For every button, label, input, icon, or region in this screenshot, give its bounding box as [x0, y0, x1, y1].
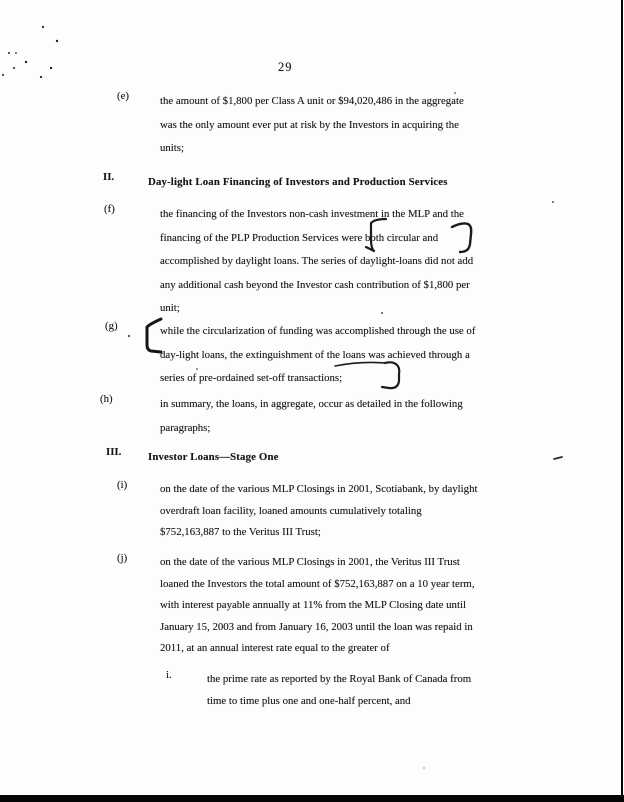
- text-line: series of pre-ordained set-off transactions;: [160, 372, 343, 384]
- text-line: on the date of the various MLP Closings in 2001, the Veritus III Trust: [160, 556, 460, 568]
- text-line: while the circularization of funding was accomplished through the use of: [160, 325, 476, 337]
- text-line: overdraft loan facility, loaned amounts cumulatively totaling: [160, 504, 422, 517]
- item-label: (f): [104, 203, 115, 215]
- item-label: (i): [117, 479, 128, 491]
- text-line: Day-light Loan Financing of Investors and Production Services: [148, 176, 448, 188]
- text-line: accomplished by daylight loans. The series of daylight-loans did not add: [160, 255, 474, 267]
- paragraph-row: [100, 393, 618, 440]
- paragraph-row: [108, 669, 618, 712]
- text-line: Investor Loans—Stage One: [148, 451, 279, 463]
- text-line: unit;: [160, 302, 180, 314]
- page-number: 29: [278, 60, 293, 74]
- section-heading-row: [103, 171, 618, 195]
- text-line: in summary, the loans, in aggregate, occur as detailed in the following: [160, 398, 463, 410]
- item-text: [160, 320, 618, 391]
- item-text: [160, 203, 618, 321]
- item-label: (g): [105, 320, 118, 332]
- text-line: 2011, at an annual interest rate equal to the greater of: [160, 642, 390, 654]
- paragraph-row: [105, 320, 618, 391]
- text-line: loaned the Investors the total amount of $752,163,887 on a 10 year term,: [160, 577, 475, 590]
- text-line: paragraphs;: [160, 421, 211, 434]
- item-label: III.: [106, 446, 122, 458]
- text-line: with interest payable annually at 11% from the MLP Closing date until: [160, 599, 466, 611]
- item-label: (j): [117, 552, 128, 564]
- item-text: [160, 552, 618, 660]
- section-heading-row: [108, 446, 618, 470]
- text-line: day-light loans, the extinguishment of the loans was achieved through a: [160, 348, 470, 361]
- paragraph-row: [104, 203, 618, 321]
- paragraph-row: [108, 90, 618, 161]
- paragraph-row: [108, 479, 618, 544]
- text-line: time to time plus one and one-half percent, and: [207, 694, 411, 707]
- item-text: [148, 171, 618, 195]
- text-line: the amount of $1,800 per Class A unit or $94,020,486 in the aggregate: [160, 95, 464, 107]
- text-line: January 15, 2003 and from January 16, 2003 until the loan was repaid in: [160, 620, 473, 633]
- text-line: units;: [160, 142, 184, 154]
- item-text: [207, 669, 618, 712]
- item-label: II.: [103, 171, 115, 183]
- text-line: the prime rate as reported by the Royal Bank of Canada from: [207, 673, 472, 685]
- paragraph-row: [108, 552, 618, 660]
- item-text: [160, 479, 618, 544]
- text-line: on the date of the various MLP Closings in 2001, Scotiabank, by daylight: [160, 483, 478, 495]
- text-line: $752,163,887 to the Veritus III Trust;: [160, 526, 321, 538]
- item-text: [148, 446, 618, 470]
- text-line: was the only amount ever put at risk by the Investors in acquiring the: [160, 118, 459, 131]
- scan-edge-bottom: [0, 795, 624, 802]
- text-line: any additional cash beyond the Investor cash contribution of $1,800 per: [160, 278, 470, 291]
- item-text: [160, 393, 618, 440]
- item-label: (e): [117, 90, 129, 102]
- item-text: [160, 90, 618, 161]
- text-line: financing of the PLP Production Services were both circular and: [160, 231, 439, 244]
- text-line: the financing of the Investors non-cash investment in the MLP and the: [160, 208, 464, 220]
- scan-edge-right: [621, 0, 624, 802]
- item-label: (h): [100, 393, 113, 405]
- item-label: i.: [166, 669, 172, 681]
